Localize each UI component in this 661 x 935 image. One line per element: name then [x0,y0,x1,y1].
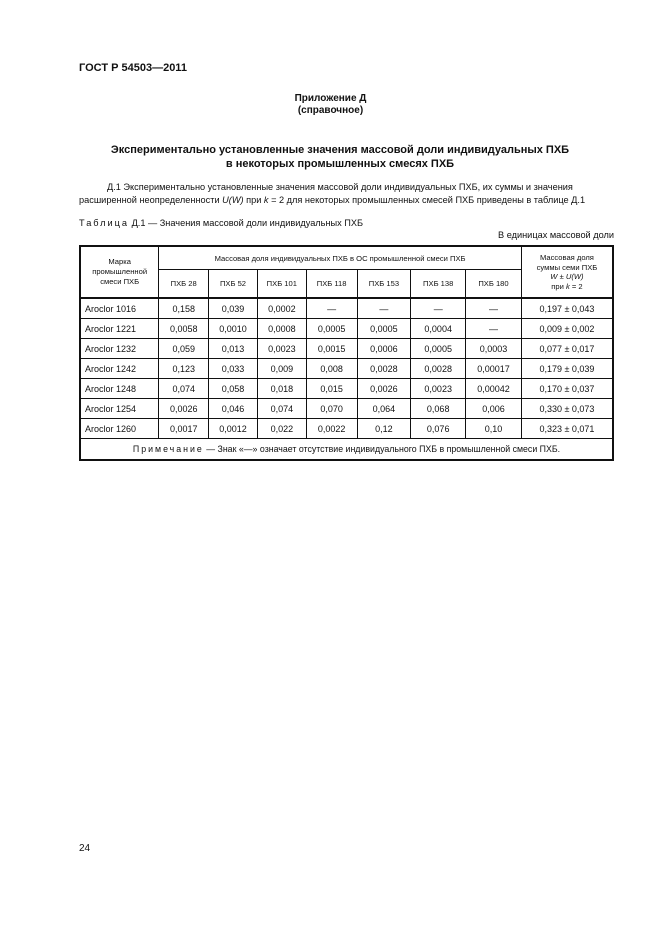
row-value-cell: 0,0005 [357,319,411,339]
intro-paragraph [79,181,615,207]
row-value-cell: 0,0015 [306,339,357,359]
header-text: W ± U(W) [550,272,584,281]
column-header: ПХБ 153 [357,270,411,299]
row-value-cell: 0,059 [159,339,209,359]
row-value-cell: 0,0005 [411,339,466,359]
header-text: при [551,281,566,291]
caption-word: Таблица [79,218,130,228]
sum-column-header [521,246,613,298]
row-brand-cell: Aroclor 1016 [80,298,159,319]
row-value-cell: 0,158 [159,298,209,319]
paragraph-line1: Д.1 Экспериментально установленные значения массовой доли индивидуальных ПХБ, их суммы и значения [107,182,573,192]
row-value-cell: 0,015 [306,379,357,399]
paragraph-text: = 2 для некоторых промышленных смесей ПХБ приведены в таблице Д.1 [268,195,586,205]
row-value-cell: 0,123 [159,359,209,379]
row-sum-cell: 0,179 ± 0,039 [521,359,613,379]
row-value-cell: 0,12 [357,419,411,439]
row-value-cell: 0,0010 [209,319,258,339]
row-value-cell: 0,0026 [159,399,209,419]
table-row [80,379,613,399]
row-value-cell: 0,0028 [411,359,466,379]
row-value-cell: 0,0058 [159,319,209,339]
row-brand-cell: Aroclor 1254 [80,399,159,419]
row-value-cell: 0,008 [306,359,357,379]
column-header: ПХБ 52 [209,270,258,299]
paragraph-text: расширенной неопределенности [79,195,223,205]
section-title-line1: Экспериментально установленные значения массовой доли индивидуальных ПХБ [110,144,570,156]
row-value-cell: 0,0017 [159,419,209,439]
row-value-cell: 0,10 [466,419,522,439]
column-header: ПХБ 118 [306,270,357,299]
annex-heading [0,93,661,117]
header-text: k [565,281,570,291]
caption-text: Д.1 — Значения массовой доли индивидуальных ПХБ [129,218,364,228]
table-row [80,319,613,339]
table-header-row [80,246,613,270]
row-value-cell: 0,00042 [466,379,522,399]
header-text: суммы семи ПХБ [536,262,598,272]
row-brand-cell: Aroclor 1232 [80,339,159,359]
row-value-cell: 0,039 [209,298,258,319]
table-caption [79,218,363,228]
row-value-cell: 0,070 [306,399,357,419]
section-title [70,143,610,171]
document-id: ГОСТ Р 54503—2011 [79,62,187,74]
header-text: Массовая доля [539,253,594,262]
table-row [80,298,613,319]
table-note [80,439,613,461]
row-sum-cell: 0,077 ± 0,017 [521,339,613,359]
column-header: ПХБ 138 [411,270,466,299]
paragraph-text: при [243,195,264,205]
row-value-cell: 0,0023 [411,379,466,399]
row-value-cell: 0,064 [357,399,411,419]
row-brand-cell: Aroclor 1260 [80,419,159,439]
header-text [522,282,612,292]
row-brand-cell: Aroclor 1248 [80,379,159,399]
header-text: промышленной [92,267,148,276]
row-value-cell: 0,0026 [357,379,411,399]
row-value-cell: 0,022 [257,419,306,439]
row-value-cell: 0,0003 [466,339,522,359]
row-value-cell: 0,074 [257,399,306,419]
row-value-cell: 0,006 [466,399,522,419]
row-value-cell: 0,00017 [466,359,522,379]
row-value-cell: 0,0005 [306,319,357,339]
pcb-table [79,245,614,461]
header-text: = 2 [569,281,583,291]
row-value-cell: — [466,298,522,319]
row-value-cell: 0,068 [411,399,466,419]
row-value-cell: 0,0022 [306,419,357,439]
table-row [80,399,613,419]
header-formula [522,272,612,282]
header-text: смеси ПХБ [100,277,140,286]
note-word: Примечание [132,444,204,454]
row-value-cell: 0,0028 [357,359,411,379]
table-row [80,339,613,359]
annex-title: Приложение Д [294,93,367,104]
row-value-cell: 0,018 [257,379,306,399]
section-title-line2: в некоторых промышленных смесях ПХБ [225,158,455,170]
paragraph-symbol-uw: U(W) [222,195,244,205]
row-value-cell: 0,058 [209,379,258,399]
row-sum-cell: 0,330 ± 0,073 [521,399,613,419]
brand-column-header [80,246,159,298]
row-sum-cell: 0,170 ± 0,037 [521,379,613,399]
header-text: Марка [108,257,131,266]
note-text: — Знак «—» означает отсутствие индивидуального ПХБ в промышленной смеси ПХБ. [203,444,561,454]
row-brand-cell: Aroclor 1221 [80,319,159,339]
row-value-cell: 0,0006 [357,339,411,359]
paragraph-line2 [79,194,615,207]
paragraph-symbol-k: k [263,195,269,205]
row-sum-cell: 0,009 ± 0,002 [521,319,613,339]
row-value-cell: 0,033 [209,359,258,379]
row-brand-cell: Aroclor 1242 [80,359,159,379]
page-number: 24 [79,843,91,854]
row-value-cell: 0,0008 [257,319,306,339]
row-value-cell: 0,074 [159,379,209,399]
table-row [80,419,613,439]
row-value-cell: 0,0004 [411,319,466,339]
row-value-cell: 0,0023 [257,339,306,359]
row-sum-cell: 0,197 ± 0,043 [521,298,613,319]
row-value-cell: — [466,319,522,339]
row-value-cell: 0,0002 [257,298,306,319]
table-row [80,359,613,379]
table-body [80,298,613,439]
group-column-header: Массовая доля индивидуальных ПХБ в ОС промышленной смеси ПХБ [159,246,522,270]
column-header: ПХБ 28 [159,270,209,299]
annex-subtitle: (справочное) [297,105,364,116]
row-sum-cell: 0,323 ± 0,071 [521,419,613,439]
column-header: ПХБ 180 [466,270,522,299]
row-value-cell: 0,046 [209,399,258,419]
row-value-cell: 0,076 [411,419,466,439]
table-note-row [80,439,613,461]
row-value-cell: — [411,298,466,319]
table-units: В единицах массовой доли [498,230,614,240]
column-header: ПХБ 101 [257,270,306,299]
row-value-cell: 0,0012 [209,419,258,439]
row-value-cell: 0,013 [209,339,258,359]
row-value-cell: — [357,298,411,319]
row-value-cell: 0,009 [257,359,306,379]
row-value-cell: — [306,298,357,319]
